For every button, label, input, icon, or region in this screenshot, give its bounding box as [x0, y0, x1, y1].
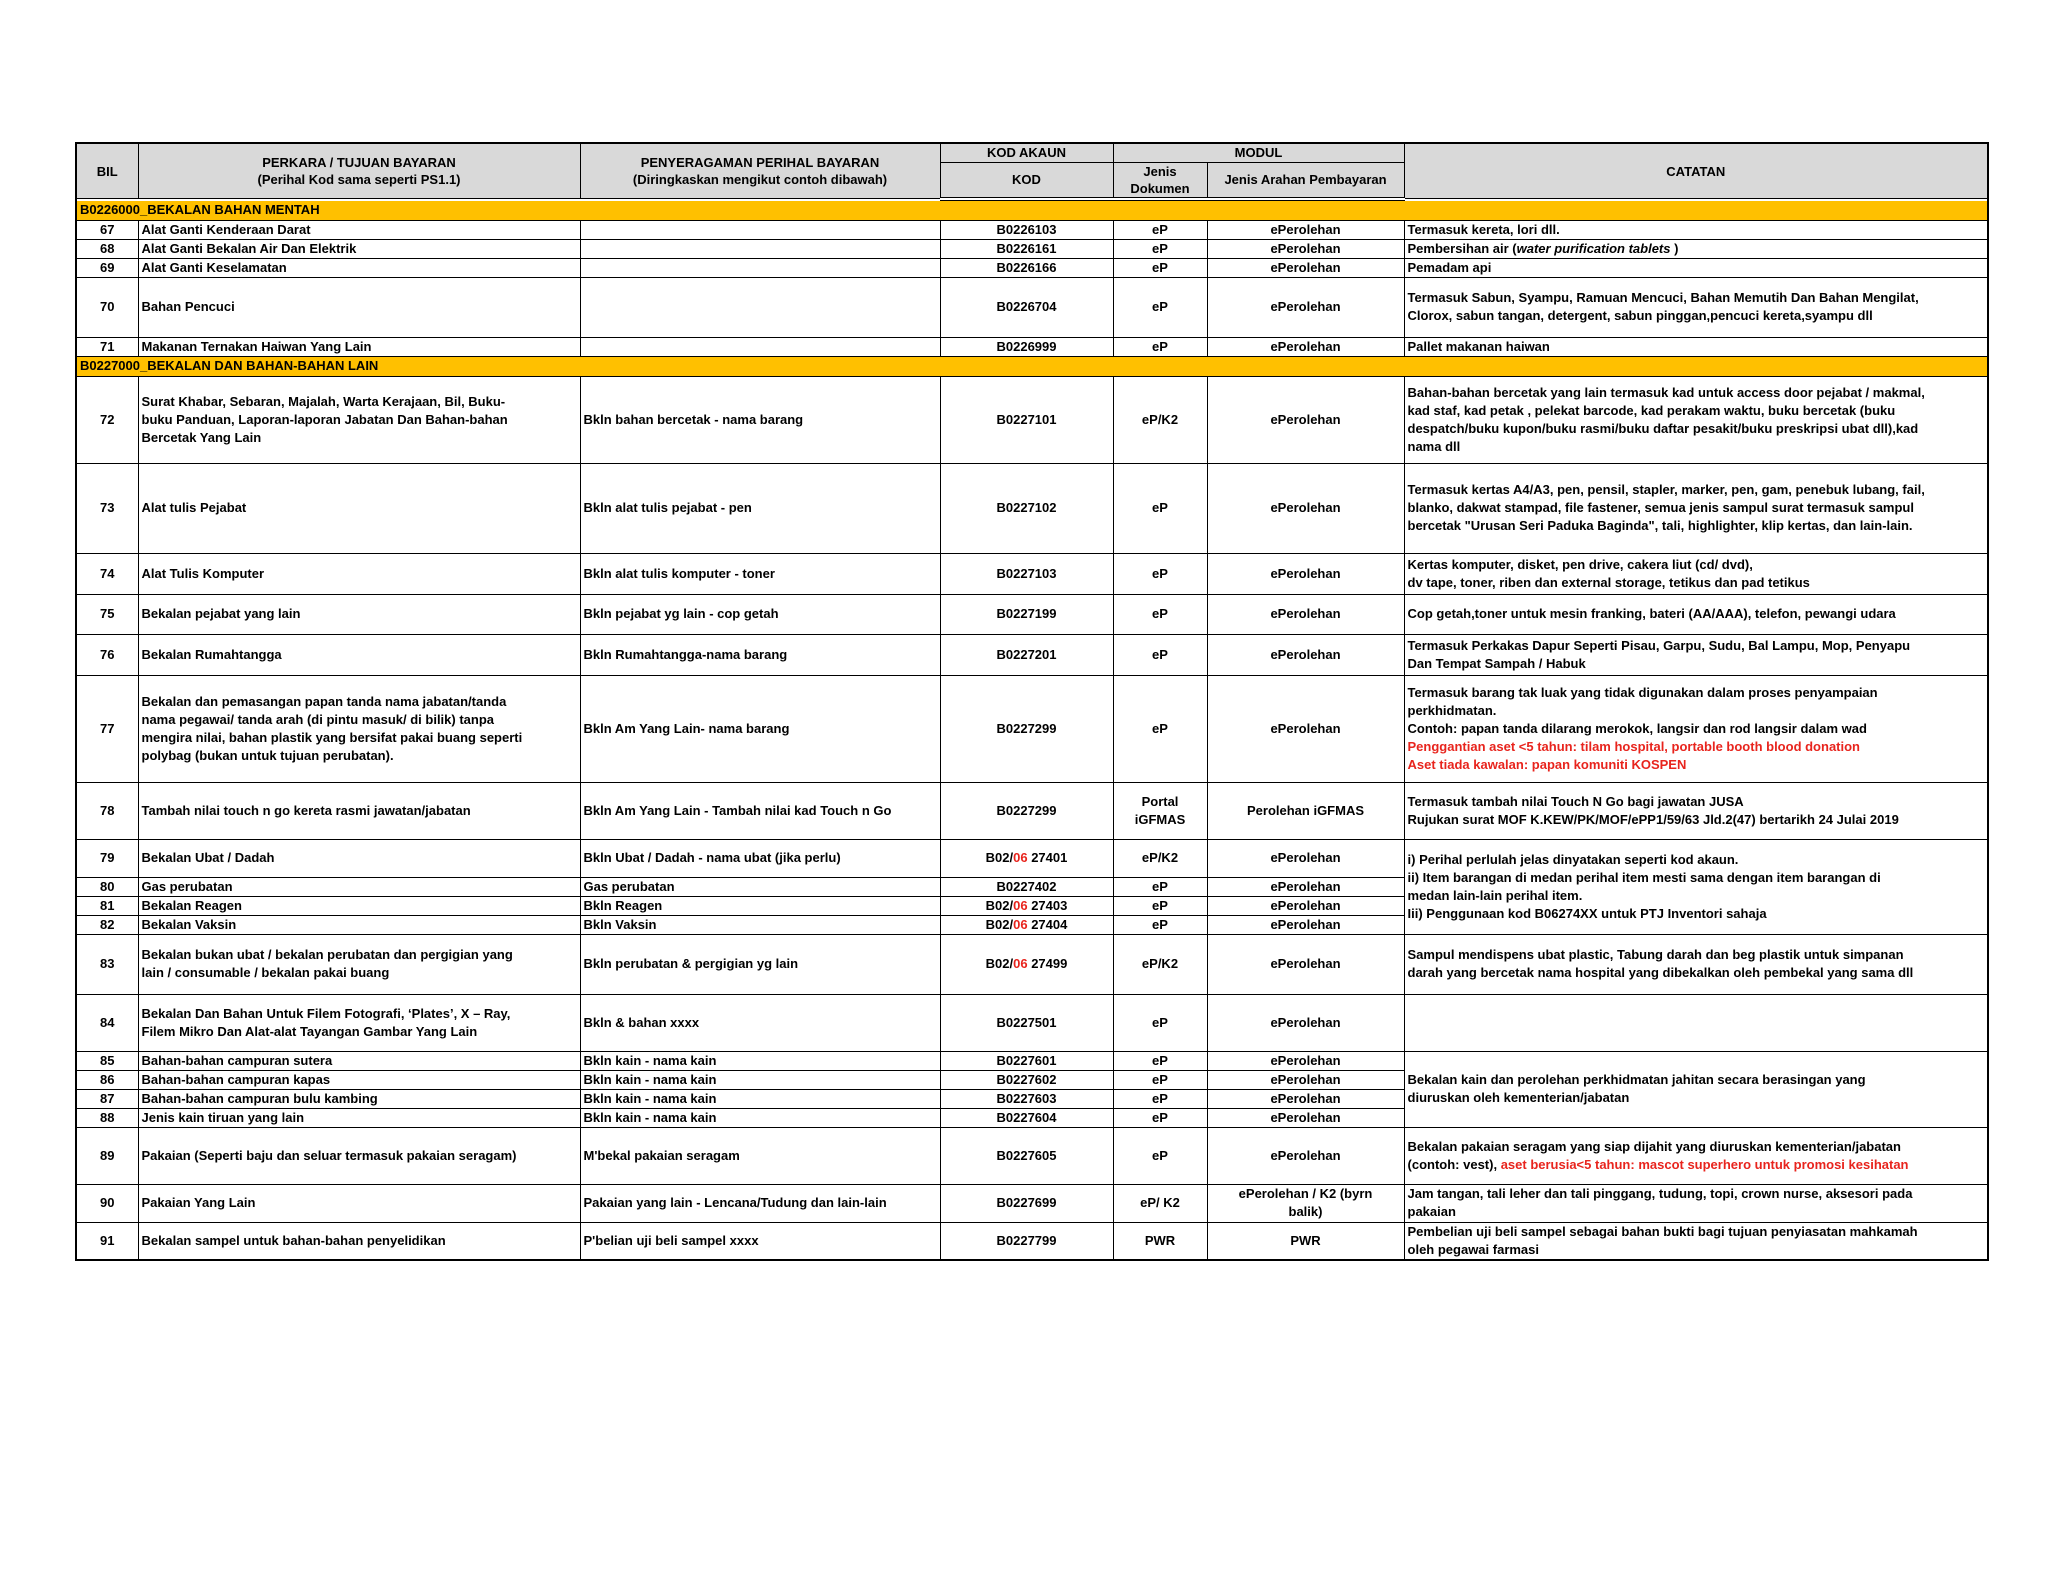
- cell-catatan: Termasuk kereta, lori dll.: [1404, 220, 1988, 239]
- cell-catatan: Pallet makanan haiwan: [1404, 337, 1988, 356]
- cell-perkara: Pakaian Yang Lain: [138, 1184, 580, 1222]
- jenis-line: iGFMAS: [1134, 811, 1186, 827]
- catatan-text: Pembersihan air (: [1407, 240, 1517, 256]
- header-perkara-subtitle: (Perihal Kod sama seperti PS1.1): [257, 172, 461, 187]
- cell-penyeragaman: Bkln Ubat / Dadah - nama ubat (jika perlu): [580, 839, 940, 877]
- cell-penyeragaman: Bkln kain - nama kain: [580, 1089, 940, 1108]
- perkara-line: Bekalan bukan ubat / bekalan perubatan dan pergigian yang: [141, 947, 513, 962]
- cell-bil: 87: [76, 1089, 138, 1108]
- header-kod: KOD: [940, 162, 1113, 199]
- cell-jenis-arahan: ePerolehan: [1207, 1127, 1404, 1184]
- catatan-line: Termasuk Perkakas Dapur Seperti Pisau, Garpu, Sudu, Bal Lampu, Mop, Penyapu: [1407, 637, 1911, 653]
- cell-bil: 78: [76, 782, 138, 839]
- perkara-line: lain / consumable / bekalan pakai buang: [141, 965, 390, 980]
- cell-perkara: Bekalan Reagen: [138, 896, 580, 915]
- table-row: [76, 463, 1988, 553]
- cell-penyeragaman: Bkln perubatan & pergigian yg lain: [580, 934, 940, 994]
- arahan-line: ePerolehan / K2 (byrn: [1238, 1186, 1373, 1201]
- cell-kod: B0227102: [940, 463, 1113, 553]
- table-row: [76, 634, 1988, 675]
- section-row-b0227000: [76, 356, 1988, 376]
- cell-perkara: Bahan Pencuci: [138, 277, 580, 337]
- catatan-text: (contoh: vest),: [1407, 1156, 1501, 1172]
- catatan-line: Bekalan kain dan perolehan perkhidmatan jahitan secara berasingan yang: [1407, 1072, 1866, 1087]
- catatan-italic: water purification tablets: [1516, 240, 1671, 256]
- kod-suffix: 27401: [1027, 850, 1068, 865]
- cell-catatan: Cop getah,toner untuk mesin franking, bateri (AA/AAA), telefon, pewangi udara: [1404, 594, 1988, 634]
- cell-kod: B0226166: [940, 258, 1113, 277]
- cell-catatan: Pemadam api: [1404, 258, 1988, 277]
- cell-jenis-arahan: ePerolehan: [1207, 553, 1404, 594]
- cell-jenis-arahan: ePerolehan: [1207, 934, 1404, 994]
- kod-highlight: 06: [1013, 897, 1028, 913]
- cell-catatan: [1404, 994, 1988, 1051]
- kod-highlight: 06: [1013, 956, 1028, 971]
- cell-perkara: Alat Tulis Komputer: [138, 553, 580, 594]
- table-row: [76, 337, 1988, 356]
- cell-kod: [940, 839, 1113, 877]
- cell-jenis-arahan: ePerolehan: [1207, 915, 1404, 934]
- kod-prefix: B02/: [985, 916, 1014, 932]
- perkara-line: Bercetak Yang Lain: [141, 429, 262, 445]
- cell-jenis-dokumen: eP: [1113, 463, 1207, 553]
- cell-kod: B0227201: [940, 634, 1113, 675]
- cell-catatan: [1404, 376, 1988, 463]
- cell-kod: B0227501: [940, 994, 1113, 1051]
- cell-jenis-dokumen: eP/ K2: [1113, 1184, 1207, 1222]
- table-row: [76, 594, 1988, 634]
- kod-suffix: 27499: [1027, 956, 1068, 971]
- cell-penyeragaman: Bkln Am Yang Lain - Tambah nilai kad Touch n Go: [580, 782, 940, 839]
- catatan-line: bercetak "Urusan Seri Paduka Baginda", tali, highlighter, klip kertas, dan lain-lain.: [1407, 518, 1913, 533]
- cell-penyeragaman: Bkln alat tulis pejabat - pen: [580, 463, 940, 553]
- cell-jenis-dokumen: eP: [1113, 634, 1207, 675]
- perkara-line: Surat Khabar, Sebaran, Majalah, Warta Kerajaan, Bil, Buku-: [141, 393, 506, 409]
- catatan-line: i) Perihal perlulah jelas dinyatakan seperti kod akaun.: [1407, 851, 1739, 867]
- cell-kod: B0227601: [940, 1051, 1113, 1070]
- header-modul: MODUL: [1113, 143, 1404, 162]
- cell-jenis-arahan: ePerolehan: [1207, 277, 1404, 337]
- cell-bil: 72: [76, 376, 138, 463]
- cell-bil: 88: [76, 1108, 138, 1127]
- cell-penyeragaman: Bkln kain - nama kain: [580, 1108, 940, 1127]
- cell-jenis-dokumen: eP: [1113, 1089, 1207, 1108]
- cell-jenis-dokumen: eP: [1113, 915, 1207, 934]
- catatan-line: Jam tangan, tali leher dan tali pinggang, tudung, topi, crown nurse, aksesori pada: [1407, 1186, 1913, 1201]
- cell-jenis-arahan: ePerolehan: [1207, 1070, 1404, 1089]
- cell-bil: 81: [76, 896, 138, 915]
- perkara-line: nama pegawai/ tanda arah (di pintu masuk/ di bilik) tanpa: [141, 711, 495, 727]
- cell-kod: B0226161: [940, 239, 1113, 258]
- cell-penyeragaman: Bkln bahan bercetak - nama barang: [580, 376, 940, 463]
- catatan-line: darah yang bercetak nama hospital yang dibekalkan oleh pembekal yang sama dll: [1407, 965, 1914, 980]
- cell-penyeragaman: Bkln kain - nama kain: [580, 1070, 940, 1089]
- cell-jenis-arahan: ePerolehan: [1207, 634, 1404, 675]
- cell-bil: 83: [76, 934, 138, 994]
- header-penyeragaman: [580, 143, 940, 199]
- table-row: [76, 839, 1988, 877]
- cell-catatan: [1404, 634, 1988, 675]
- cell-jenis-dokumen: eP: [1113, 1108, 1207, 1127]
- cell-kod: [940, 896, 1113, 915]
- cell-kod: B0227602: [940, 1070, 1113, 1089]
- cell-jenis-arahan: ePerolehan: [1207, 994, 1404, 1051]
- cell-kod: B0227199: [940, 594, 1113, 634]
- cell-penyeragaman: Bkln & bahan xxxx: [580, 994, 940, 1051]
- cell-perkara: Bekalan Ubat / Dadah: [138, 839, 580, 877]
- catatan-line: Sampul mendispens ubat plastic, Tabung darah dan beg plastik untuk simpanan: [1407, 947, 1904, 962]
- cell-jenis-dokumen: eP: [1113, 220, 1207, 239]
- cell-bil: 91: [76, 1222, 138, 1260]
- kod-prefix: B02/: [985, 850, 1014, 865]
- table-row: [76, 1051, 1988, 1070]
- cell-kod: B0227103: [940, 553, 1113, 594]
- cell-perkara: Bekalan Vaksin: [138, 915, 580, 934]
- catatan-highlight: aset berusia<5 tahun: mascot superhero untuk promosi kesihatan: [1500, 1156, 1909, 1172]
- catatan-line: Pembelian uji beli sampel sebagai bahan bukti bagi tujuan penyiasatan mahkamah: [1407, 1223, 1918, 1239]
- table-row: [76, 994, 1988, 1051]
- cell-penyeragaman: Gas perubatan: [580, 877, 940, 896]
- cell-catatan: [1404, 277, 1988, 337]
- cell-jenis-dokumen: eP: [1113, 239, 1207, 258]
- cell-catatan: [1404, 839, 1988, 934]
- cell-bil: 68: [76, 239, 138, 258]
- perkara-line: buku Panduan, Laporan-laporan Jabatan Dan Bahan-bahan: [141, 411, 508, 427]
- catatan-line: Iii) Penggunaan kod B06274XX untuk PTJ Inventori sahaja: [1407, 905, 1767, 921]
- table-row: [76, 277, 1988, 337]
- catatan-line: [1408, 1156, 1985, 1174]
- cell-penyeragaman: [580, 220, 940, 239]
- cell-jenis-arahan: ePerolehan: [1207, 1108, 1404, 1127]
- catatan-line: oleh pegawai farmasi: [1407, 1241, 1540, 1257]
- section-title: B0226000_BEKALAN BAHAN MENTAH: [76, 199, 1988, 221]
- cell-bil: 82: [76, 915, 138, 934]
- cell-bil: 71: [76, 337, 138, 356]
- kod-prefix: B02/: [985, 897, 1014, 913]
- cell-perkara: Makanan Ternakan Haiwan Yang Lain: [138, 337, 580, 356]
- section-row-b0226000: [76, 199, 1988, 221]
- cell-perkara: [138, 376, 580, 463]
- catatan-line: kad staf, kad petak , pelekat barcode, kad perakam waktu, buku bercetak (buku: [1407, 402, 1896, 418]
- cell-perkara: Tambah nilai touch n go kereta rasmi jawatan/jabatan: [138, 782, 580, 839]
- catatan-line: Bekalan pakaian seragam yang siap dijahit yang diuruskan kementerian/jabatan: [1407, 1138, 1901, 1154]
- cell-jenis-arahan: ePerolehan: [1207, 376, 1404, 463]
- header-penyeragaman-title: PENYERAGAMAN PERIHAL BAYARAN: [640, 155, 880, 170]
- cell-jenis-dokumen: eP: [1113, 258, 1207, 277]
- cell-catatan: [1404, 1127, 1988, 1184]
- cell-bil: 70: [76, 277, 138, 337]
- cell-bil: 76: [76, 634, 138, 675]
- catatan-line: medan lain-lain perihal item.: [1407, 887, 1583, 903]
- cell-jenis-dokumen: eP: [1113, 1070, 1207, 1089]
- cell-catatan: [1404, 1051, 1988, 1127]
- catatan-line: Dan Tempat Sampah / Habuk: [1407, 655, 1586, 671]
- cell-perkara: Bekalan sampel untuk bahan-bahan penyelidikan: [138, 1222, 580, 1260]
- cell-penyeragaman: [580, 239, 940, 258]
- catatan-line-highlight: Aset tiada kawalan: papan komuniti KOSPEN: [1407, 756, 1687, 772]
- cell-jenis-arahan: ePerolehan: [1207, 675, 1404, 782]
- cell-catatan: [1404, 934, 1988, 994]
- catatan-text: ): [1670, 240, 1679, 256]
- cell-kod: B0227299: [940, 675, 1113, 782]
- cell-catatan: [1404, 1184, 1988, 1222]
- cell-catatan: [1404, 463, 1988, 553]
- cell-bil: 74: [76, 553, 138, 594]
- cell-jenis-dokumen: PWR: [1113, 1222, 1207, 1260]
- cell-penyeragaman: [580, 337, 940, 356]
- cell-penyeragaman: [580, 277, 940, 337]
- cell-jenis-arahan: ePerolehan: [1207, 1089, 1404, 1108]
- cell-jenis-dokumen: eP: [1113, 896, 1207, 915]
- cell-kod: B0227699: [940, 1184, 1113, 1222]
- cell-penyeragaman: M'bekal pakaian seragam: [580, 1127, 940, 1184]
- catatan-line: Kertas komputer, disket, pen drive, cakera liut (cd/ dvd),: [1407, 556, 1753, 572]
- cell-jenis-arahan: ePerolehan: [1207, 337, 1404, 356]
- cell-bil: 73: [76, 463, 138, 553]
- cell-jenis-arahan: ePerolehan: [1207, 839, 1404, 877]
- cell-jenis-arahan: Perolehan iGFMAS: [1207, 782, 1404, 839]
- cell-jenis-dokumen: eP/K2: [1113, 839, 1207, 877]
- cell-penyeragaman: P'belian uji beli sampel xxxx: [580, 1222, 940, 1260]
- cell-penyeragaman: Bkln Am Yang Lain- nama barang: [580, 675, 940, 782]
- cell-jenis-dokumen: eP: [1113, 553, 1207, 594]
- kod-suffix: 27404: [1027, 916, 1068, 932]
- kod-prefix: B02/: [985, 956, 1014, 971]
- cell-jenis-dokumen: eP: [1113, 994, 1207, 1051]
- cell-kod: B0226103: [940, 220, 1113, 239]
- catatan-line: ii) Item barangan di medan perihal item mesti sama dengan item barangan di: [1407, 869, 1881, 885]
- cell-jenis-arahan: ePerolehan: [1207, 896, 1404, 915]
- cell-bil: 89: [76, 1127, 138, 1184]
- cell-perkara: [138, 675, 580, 782]
- catatan-line: Termasuk tambah nilai Touch N Go bagi jawatan JUSA: [1407, 793, 1744, 809]
- header-catatan: CATATAN: [1404, 143, 1988, 199]
- cell-penyeragaman: Pakaian yang lain - Lencana/Tudung dan lain-lain: [580, 1184, 940, 1222]
- cell-catatan: [1404, 553, 1988, 594]
- catatan-line: Contoh: papan tanda dilarang merokok, langsir dan rod langsir dalam wad: [1407, 720, 1867, 736]
- cell-perkara: Bahan-bahan campuran kapas: [138, 1070, 580, 1089]
- cell-perkara: Alat Ganti Keselamatan: [138, 258, 580, 277]
- cell-kod: [940, 915, 1113, 934]
- cell-penyeragaman: Bkln Rumahtangga-nama barang: [580, 634, 940, 675]
- cell-jenis-arahan: [1207, 1184, 1404, 1222]
- cell-bil: 85: [76, 1051, 138, 1070]
- catatan-line: Termasuk Sabun, Syampu, Ramuan Mencuci, Bahan Memutih Dan Bahan Mengilat,: [1407, 290, 1919, 305]
- cell-kod: B0227605: [940, 1127, 1113, 1184]
- cell-bil: 67: [76, 220, 138, 239]
- header-kod-akaun: KOD AKAUN: [940, 143, 1113, 162]
- cell-kod: B0227799: [940, 1222, 1113, 1260]
- cell-perkara: Bekalan Rumahtangga: [138, 634, 580, 675]
- cell-perkara: Alat Ganti Bekalan Air Dan Elektrik: [138, 239, 580, 258]
- header-perkara-title: PERKARA / TUJUAN BAYARAN: [262, 155, 456, 170]
- cell-perkara: Gas perubatan: [138, 877, 580, 896]
- table-row: [76, 675, 1988, 782]
- table-row: [76, 1184, 1988, 1222]
- cell-jenis-dokumen: eP: [1113, 1127, 1207, 1184]
- perkara-line: Bekalan dan pemasangan papan tanda nama jabatan/tanda: [141, 693, 507, 709]
- cell-jenis-dokumen: eP: [1113, 594, 1207, 634]
- table-row: [76, 1127, 1988, 1184]
- cell-perkara: Pakaian (Seperti baju dan seluar termasuk pakaian seragam): [138, 1127, 580, 1184]
- table-row: [76, 258, 1988, 277]
- cell-perkara: [138, 934, 580, 994]
- catatan-line: Clorox, sabun tangan, detergent, sabun pinggan,pencuci kereta,syampu dll: [1407, 308, 1873, 323]
- table-row: [76, 376, 1988, 463]
- cell-bil: 80: [76, 877, 138, 896]
- cell-jenis-dokumen: eP/K2: [1113, 376, 1207, 463]
- cell-jenis-dokumen: eP: [1113, 877, 1207, 896]
- cell-perkara: [138, 994, 580, 1051]
- cell-kod: B0226704: [940, 277, 1113, 337]
- cell-penyeragaman: [580, 258, 940, 277]
- cell-jenis-arahan: ePerolehan: [1207, 463, 1404, 553]
- cell-jenis-arahan: PWR: [1207, 1222, 1404, 1260]
- table-row: [76, 553, 1988, 594]
- cell-jenis-arahan: ePerolehan: [1207, 1051, 1404, 1070]
- header-jenis-arahan: Jenis Arahan Pembayaran: [1207, 162, 1404, 199]
- table-row: [76, 220, 1988, 239]
- catatan-line: blanko, dakwat stampad, file fastener, semua jenis sampul surat termasuk sampul: [1407, 500, 1914, 515]
- cell-kod: [940, 934, 1113, 994]
- table-row: [76, 1222, 1988, 1260]
- cell-jenis-dokumen: [1113, 782, 1207, 839]
- catatan-line: Termasuk barang tak luak yang tidak digunakan dalam proses penyampaian: [1407, 684, 1878, 700]
- cell-penyeragaman: Bkln Reagen: [580, 896, 940, 915]
- perkara-line: Bekalan Dan Bahan Untuk Filem Fotografi, ‘Plates’, X – Ray,: [141, 1005, 511, 1021]
- cell-perkara: Jenis kain tiruan yang lain: [138, 1108, 580, 1127]
- cell-jenis-dokumen: eP: [1113, 675, 1207, 782]
- cell-kod: B0227101: [940, 376, 1113, 463]
- cell-penyeragaman: Bkln kain - nama kain: [580, 1051, 940, 1070]
- cell-jenis-arahan: ePerolehan: [1207, 258, 1404, 277]
- cell-kod: B0227402: [940, 877, 1113, 896]
- table-row: [76, 934, 1988, 994]
- catatan-line: Rujukan surat MOF K.KEW/PK/MOF/ePP1/59/63 Jld.2(47) bertarikh 24 Julai 2019: [1407, 811, 1899, 827]
- cell-penyeragaman: Bkln Vaksin: [580, 915, 940, 934]
- perkara-line: polybag (bukan untuk tujuan perubatan).: [141, 747, 394, 763]
- catatan-line-highlight: Penggantian aset <5 tahun: tilam hospital, portable booth blood donation: [1407, 738, 1860, 754]
- catatan-line: Termasuk kertas A4/A3, pen, pensil, stapler, marker, pen, gam, penebuk lubang, fail,: [1407, 482, 1925, 497]
- cell-perkara: Bekalan pejabat yang lain: [138, 594, 580, 634]
- arahan-line: balik): [1288, 1204, 1323, 1219]
- table-row: [76, 782, 1988, 839]
- catatan-line: diuruskan oleh kementerian/jabatan: [1407, 1090, 1630, 1105]
- cell-catatan: [1404, 782, 1988, 839]
- cell-bil: 79: [76, 839, 138, 877]
- cell-bil: 75: [76, 594, 138, 634]
- cell-perkara: Bahan-bahan campuran sutera: [138, 1051, 580, 1070]
- perkara-line: mengira nilai, bahan plastik yang bersifat pakai buang seperti: [141, 729, 523, 745]
- cell-perkara: Alat Ganti Kenderaan Darat: [138, 220, 580, 239]
- cell-penyeragaman: Bkln alat tulis komputer - toner: [580, 553, 940, 594]
- cell-jenis-arahan: ePerolehan: [1207, 877, 1404, 896]
- table-header: [76, 143, 1988, 199]
- header-perkara: [138, 143, 580, 199]
- cell-kod: B0227299: [940, 782, 1113, 839]
- catatan-line: nama dll: [1407, 438, 1461, 454]
- kod-suffix: 27403: [1027, 897, 1068, 913]
- cell-bil: 86: [76, 1070, 138, 1089]
- cell-perkara: Bahan-bahan campuran bulu kambing: [138, 1089, 580, 1108]
- cell-perkara: Alat tulis Pejabat: [138, 463, 580, 553]
- perkara-line: Filem Mikro Dan Alat-alat Tayangan Gambar Yang Lain: [141, 1023, 478, 1039]
- kod-highlight: 06: [1013, 916, 1028, 932]
- cell-catatan: [1404, 1222, 1988, 1260]
- cell-bil: 90: [76, 1184, 138, 1222]
- kod-highlight: 06: [1013, 850, 1028, 865]
- table-body: [76, 199, 1988, 1261]
- cell-jenis-arahan: ePerolehan: [1207, 220, 1404, 239]
- catatan-line: despatch/buku kupon/buku rasmi/buku daftar pesakit/buku preskripsi ubat dll),kad: [1407, 420, 1919, 436]
- cell-bil: 69: [76, 258, 138, 277]
- cell-jenis-dokumen: eP: [1113, 1051, 1207, 1070]
- catatan-line: Bahan-bahan bercetak yang lain termasuk kad untuk access door pejabat / makmal,: [1407, 384, 1925, 400]
- cell-catatan: [1404, 675, 1988, 782]
- cell-jenis-dokumen: eP/K2: [1113, 934, 1207, 994]
- section-title: B0227000_BEKALAN DAN BAHAN-BAHAN LAIN: [76, 356, 1988, 376]
- cell-jenis-arahan: ePerolehan: [1207, 239, 1404, 258]
- cell-kod: B0226999: [940, 337, 1113, 356]
- header-penyeragaman-subtitle: (Diringkaskan mengikut contoh dibawah): [632, 172, 888, 187]
- cell-bil: 84: [76, 994, 138, 1051]
- cell-penyeragaman: Bkln pejabat yg lain - cop getah: [580, 594, 940, 634]
- cell-kod: B0227604: [940, 1108, 1113, 1127]
- catatan-line: dv tape, toner, riben dan external storage, tetikus dan pad tetikus: [1407, 574, 1810, 590]
- cell-kod: B0227603: [940, 1089, 1113, 1108]
- payment-code-table: [75, 142, 1989, 1261]
- catatan-line: pakaian: [1407, 1204, 1456, 1219]
- catatan-line: perkhidmatan.: [1407, 702, 1497, 718]
- cell-catatan: [1404, 239, 1988, 258]
- jenis-line: Portal: [1141, 793, 1179, 809]
- cell-jenis-arahan: ePerolehan: [1207, 594, 1404, 634]
- header-jenis-dokumen: Jenis Dokumen: [1113, 162, 1207, 199]
- cell-jenis-dokumen: eP: [1113, 337, 1207, 356]
- table-row: [76, 239, 1988, 258]
- cell-jenis-dokumen: eP: [1113, 277, 1207, 337]
- header-bil: BIL: [76, 143, 138, 199]
- cell-bil: 77: [76, 675, 138, 782]
